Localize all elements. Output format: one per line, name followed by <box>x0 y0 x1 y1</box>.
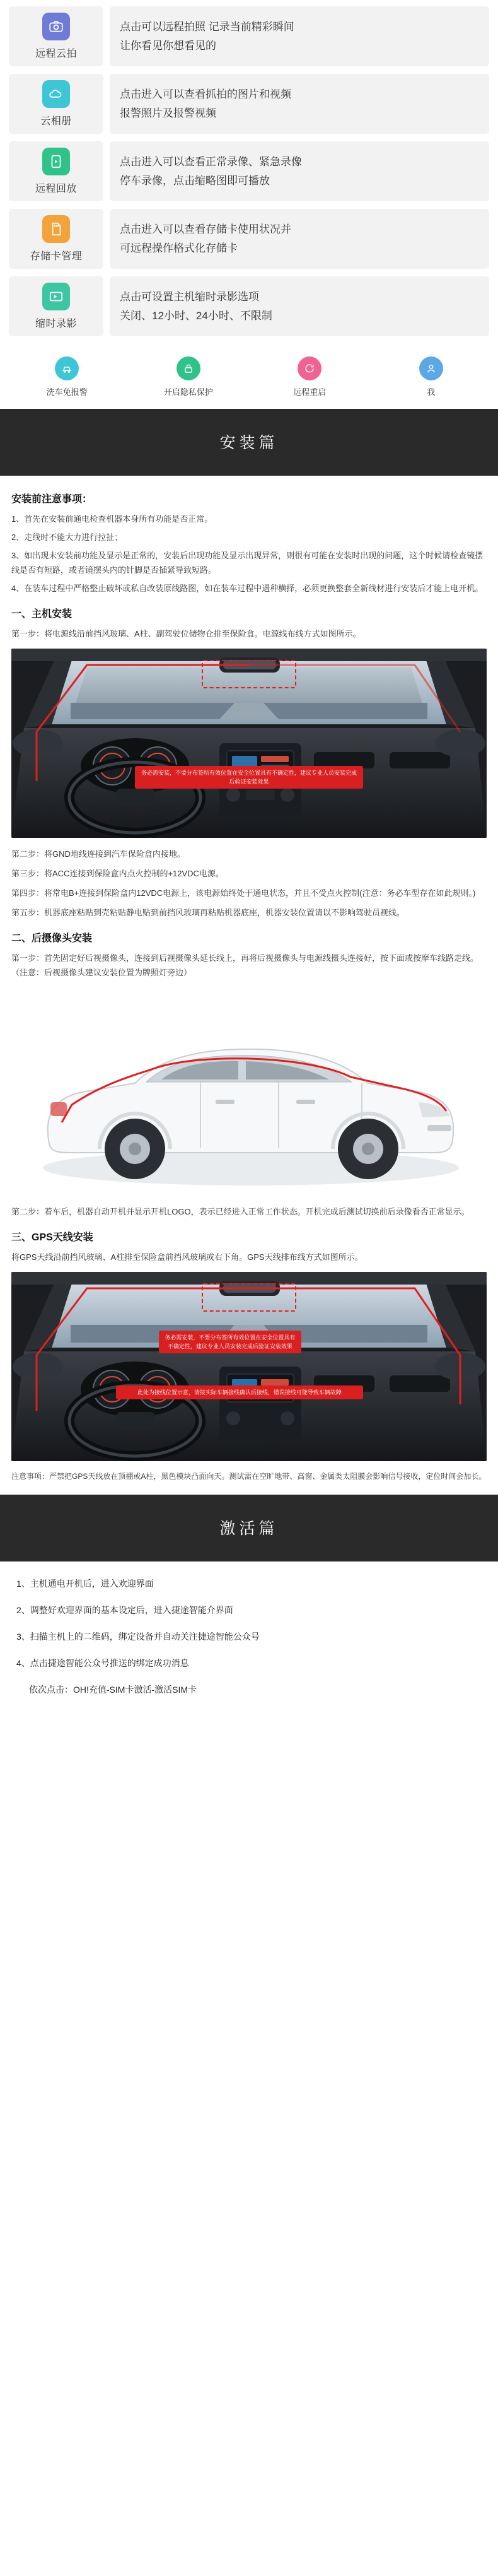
privacy-lock-icon <box>177 356 200 380</box>
feature-name: 存储卡管理 <box>30 251 83 262</box>
feature-name: 远程回放 <box>35 184 77 194</box>
cloud-album-icon <box>42 80 70 108</box>
install-step: 第一步：首先固定好后视摄像头，连接到后视摄像头延长线上，再将后视摄像头与电源线摄头连接好，按下面或按摩车线路走线。（注意：后视摄像头建议安装位置为牌照灯旁边） <box>11 953 479 977</box>
feature-desc-line: 停车录像，点击缩略图即可播放 <box>120 174 270 187</box>
playback-icon <box>42 148 70 175</box>
figure-caption-warning: 务必需安装，不要分布签所有效位置在安全位置具有不确定性，建议专业人员安装完成后验证安装效果 <box>135 766 363 789</box>
section-title-rear-camera: 二、后摄像头安装 <box>11 933 93 944</box>
feature-name: 云相册 <box>40 116 72 127</box>
figure-caption-wiring: 此处为接线位置示意，请按实际车辆接线确认后接线，错误接线可能导致车辆故障 <box>116 1385 363 1399</box>
install-step: 将GPS天线沿前挡风玻璃、A柱排至保险盒前挡风玻璃或右下角。GPS天线排布线方式如图所示。 <box>11 1252 363 1262</box>
tool-me[interactable] <box>371 356 492 397</box>
list-item[interactable] <box>9 209 489 269</box>
section-title-gps: 三、GPS天线安装 <box>11 1232 93 1243</box>
notice-line: 3、如出现未安装前功能及显示是正常的，安装后出现功能及显示出现异常，则很有可能在安装时出现的问题，这个时候请检查镜摆线是否有短路，或者镜摆头内的针脚是否插紧导致短路。 <box>11 551 484 575</box>
notice-line: 2、走线时不能大力进行拉扯； <box>11 532 123 542</box>
restart-icon <box>298 356 321 380</box>
feature-left-cell <box>9 276 103 336</box>
activation-section <box>0 1561 498 1717</box>
activation-substep: 依次点击：OH!充值-SIM卡激活-激活SIM卡 <box>29 1685 197 1695</box>
timelapse-icon <box>42 283 70 310</box>
install-step: 第五步：机器底座粘贴到壳粘贴静电贴到前挡风玻璃再粘贴机器底座，机器安装位置请以不影响驾驶员视线。 <box>11 908 405 917</box>
gps-note: 注意事项：严禁把GPS天线放在顶棚或A柱，黑色模块凸面向天。测试需在空旷地带、高窗、金属类太阻膜会影响信号接收，定位时间会加长。 <box>11 1472 487 1481</box>
feature-desc-cell <box>110 141 489 201</box>
figure-suv-cable-route <box>11 987 487 1196</box>
highlight-box-gps-antenna <box>202 1283 297 1312</box>
sdcard-icon <box>42 215 70 243</box>
activation-step: 4、点击捷途智能公众号推送的绑定成功消息 <box>16 1658 189 1668</box>
figure-interior-wiring-1 <box>11 649 487 838</box>
feature-desc-cell <box>110 209 489 269</box>
feature-desc-cell <box>110 74 489 134</box>
tool-restart[interactable] <box>249 356 371 397</box>
feature-left-cell <box>9 209 103 269</box>
user-icon <box>419 356 443 380</box>
tool-label: 开启隐私保护 <box>163 387 213 397</box>
car-wash-icon <box>55 356 79 380</box>
tool-label: 洗车免报警 <box>46 387 88 397</box>
activation-banner: 激活篇 <box>0 1495 498 1561</box>
feature-list-section <box>0 0 498 348</box>
install-step: 第四步：将常电B+连接到保险盒内12VDC电源上，该电源始终处于通电状态，并且不受点火控制(注意：务必车型存在如此规则。) <box>11 888 476 898</box>
activation-step: 2、调整好欢迎界面的基本设定后，进入捷途智能介界面 <box>16 1605 233 1615</box>
tool-label: 我 <box>427 387 436 397</box>
notice-line: 4、在装车过程中严格整止破坏或私自改装原线路图，如在装车过程中遇种横择，必须更换整套全新线材进行安装后才能上电开机。 <box>11 584 484 593</box>
list-item[interactable] <box>9 74 489 134</box>
install-banner: 安装篇 <box>0 409 498 476</box>
tools-bar <box>0 348 498 409</box>
feature-desc-line: 点击进入可以查看正常录像、紧急录像 <box>120 155 302 168</box>
feature-desc-line: 关闭、12小时、24小时、不限制 <box>120 309 272 322</box>
feature-desc-line: 让你看见你想看见的 <box>120 39 216 52</box>
feature-desc-line: 点击进入可以查看存储卡使用状况并 <box>120 223 291 235</box>
feature-desc-line: 点击可以远程拍照 记录当前精彩瞬间 <box>120 20 294 33</box>
tool-label: 远程重启 <box>293 387 327 397</box>
install-step: 第二步：着车后，机器自动开机并显示开机LOGO，表示已经进入正常工作状态。开机完成后测试切换前后录像看否正常显示。 <box>11 1207 470 1216</box>
feature-desc-line: 点击可设置主机缩时录影选项 <box>120 290 259 303</box>
feature-left-cell <box>9 74 103 134</box>
activation-step: 3、扫描主机上的二维码，绑定设备并自动关注捷途智能公众号 <box>16 1632 260 1642</box>
notice-title: 安装前注意事项： <box>11 494 93 505</box>
feature-desc-cell <box>110 276 489 336</box>
feature-desc-line: 点击进入可以查看抓拍的图片和视频 <box>120 88 291 100</box>
feature-desc-cell <box>110 6 489 66</box>
install-step: 第三步：将ACC连接到保险盒内点火控制的+12VDC电源。 <box>11 869 224 878</box>
feature-desc-line: 报警照片及报警视频 <box>120 107 216 119</box>
feature-desc-line: 可远程操作格式化存储卡 <box>120 242 238 254</box>
list-item[interactable] <box>9 276 489 336</box>
figure-caption-position: 务必需安装，不要分布签所有效位置在安全位置具有不确定性，建议专业人员安装完成后验证安装效果 <box>159 1331 301 1353</box>
notice-line: 1、首先在安装前通电检查机器本身所有功能是否正常。 <box>11 514 213 524</box>
list-item[interactable] <box>9 141 489 201</box>
section-title-main-unit: 一、主机安装 <box>11 609 72 620</box>
list-item[interactable] <box>9 6 489 66</box>
feature-name: 远程云拍 <box>35 49 77 59</box>
feature-left-cell <box>9 6 103 66</box>
install-section <box>0 476 498 1495</box>
highlight-box-device-position <box>202 660 297 688</box>
tool-privacy[interactable] <box>128 356 250 397</box>
feature-left-cell <box>9 141 103 201</box>
feature-name: 缩时录影 <box>35 319 77 329</box>
install-step: 第一步：将电源线沿前挡风玻璃、A柱、副驾驶位储物仓排至保险盒。电源线布线方式如图所示。 <box>11 629 361 638</box>
figure-interior-wiring-2 <box>11 1272 487 1461</box>
install-step: 第二步：将GND地线连接到汽车保险盒内接地。 <box>11 849 185 859</box>
tool-car-wash[interactable] <box>6 356 128 397</box>
activation-step: 1、主机通电开机后，进入欢迎界面 <box>16 1579 154 1589</box>
camera-cloud-icon <box>42 13 70 40</box>
